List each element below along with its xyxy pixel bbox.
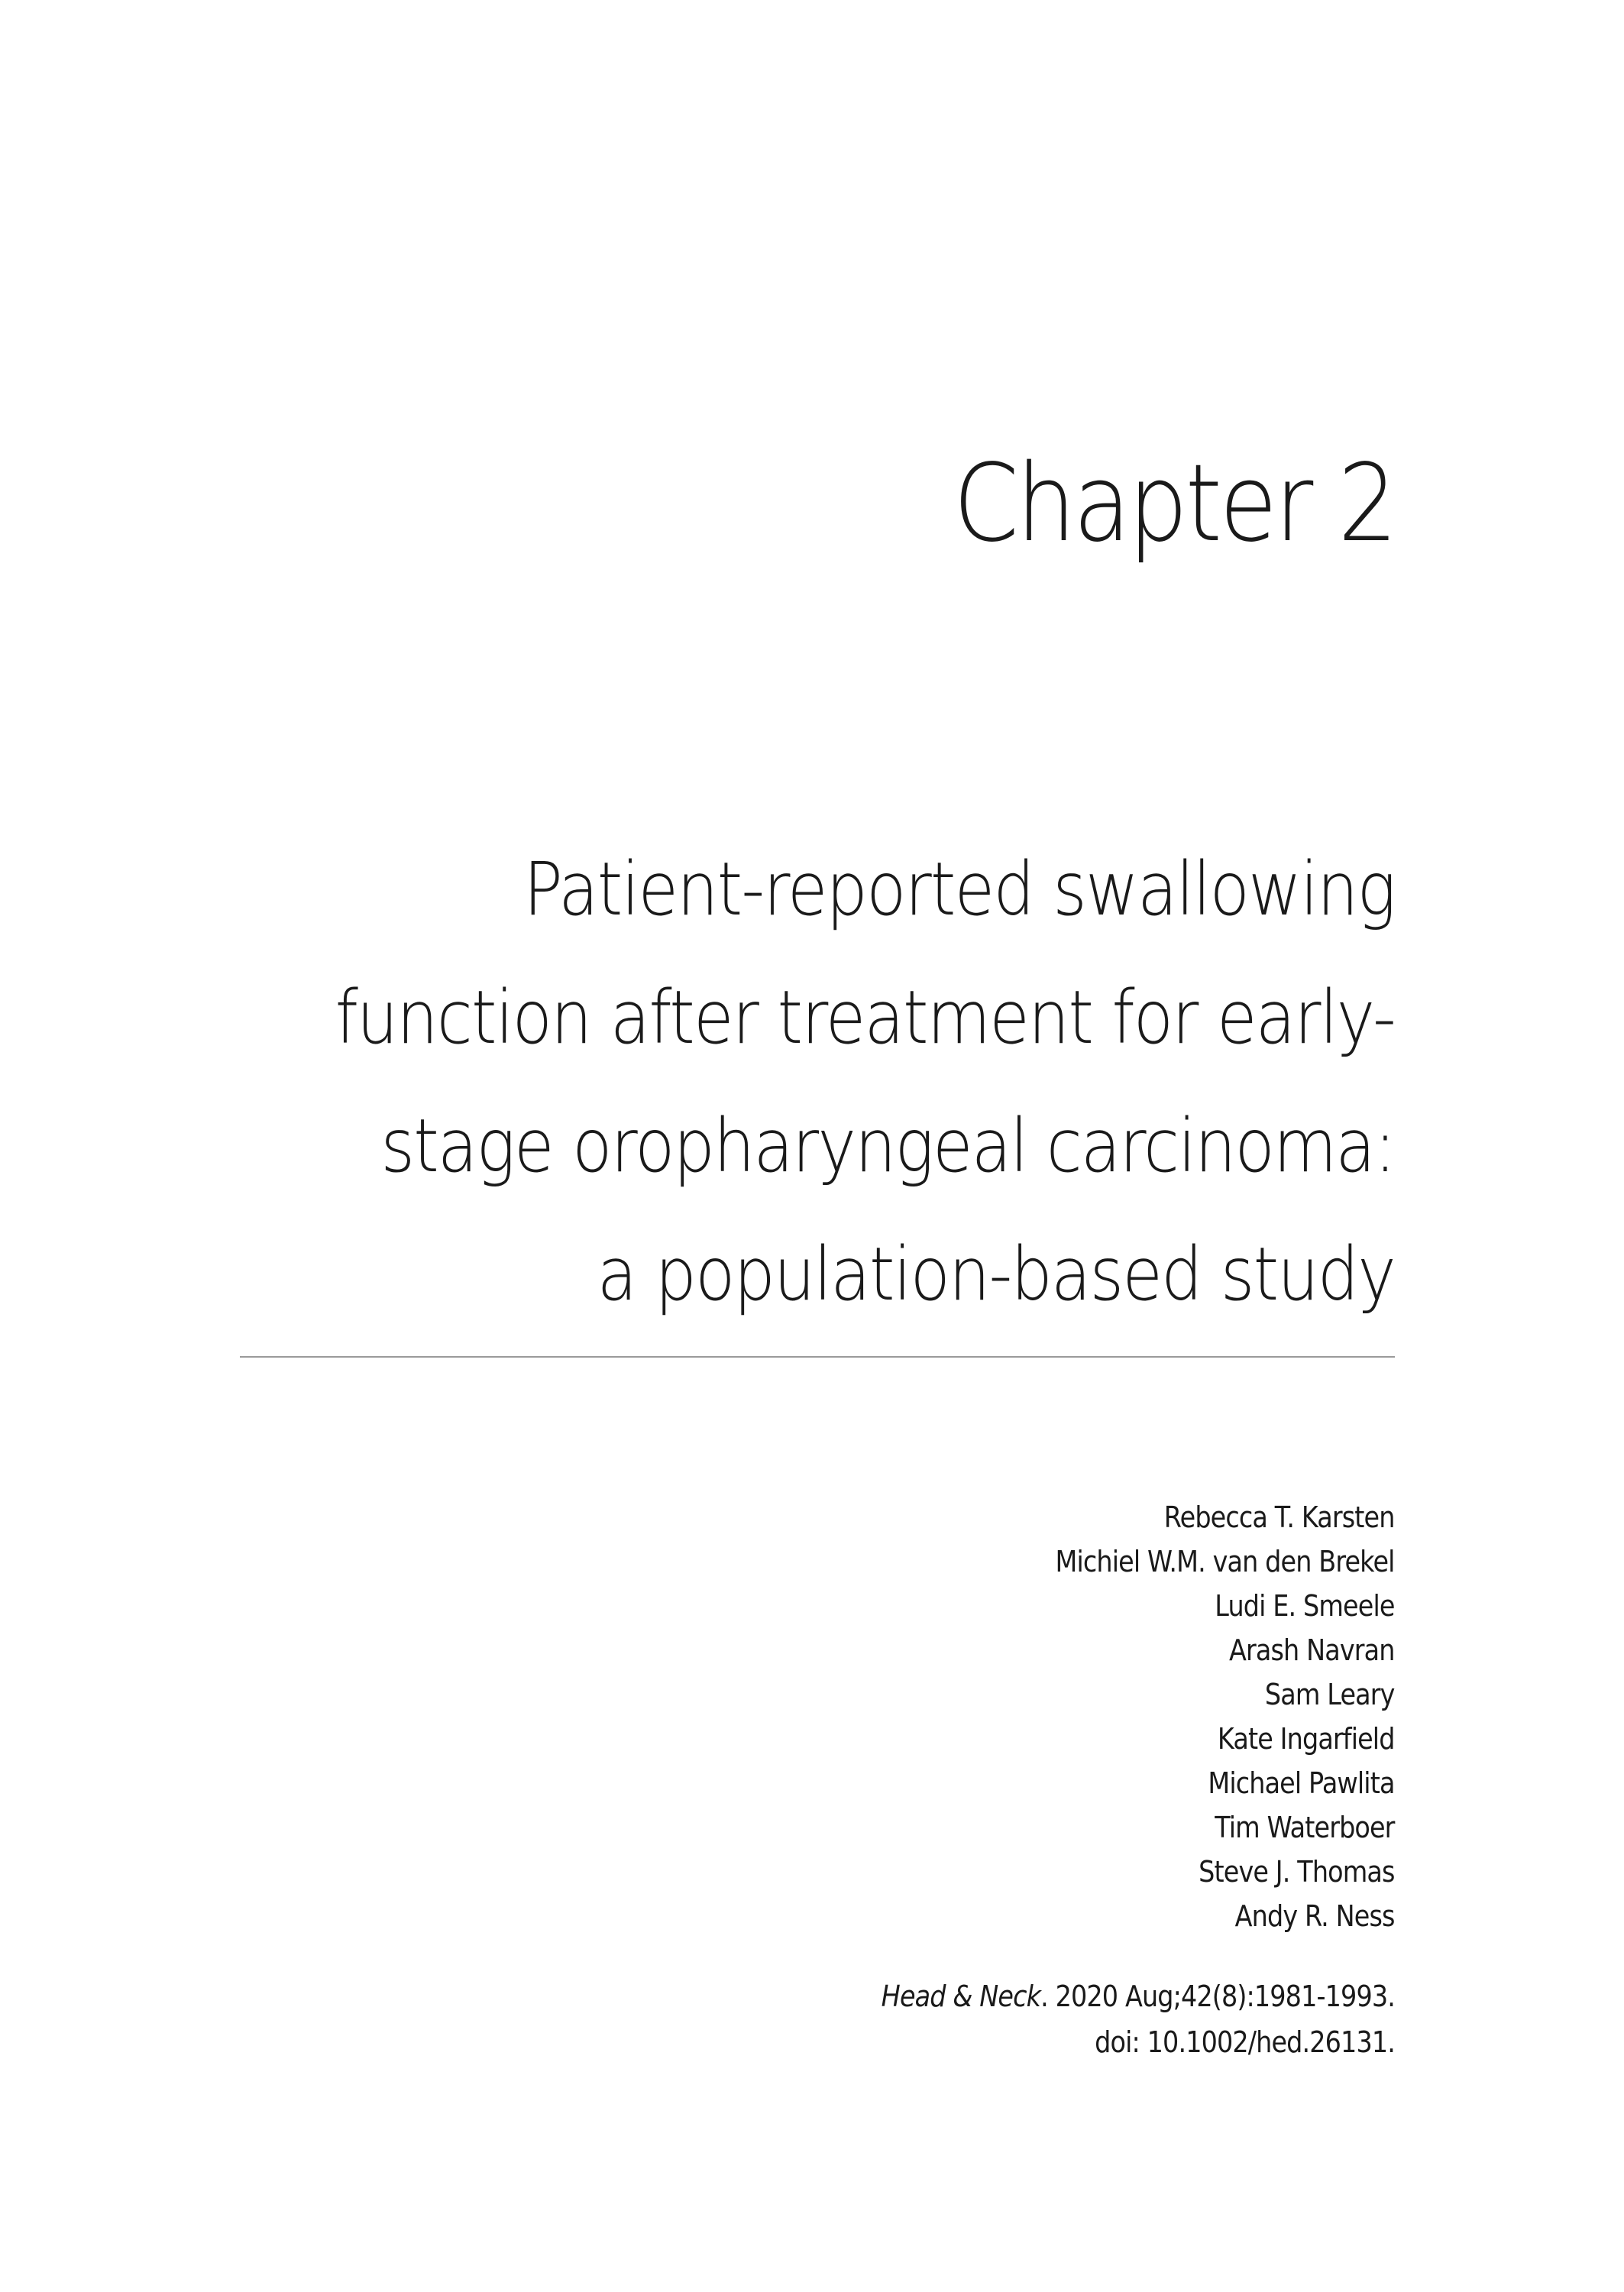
title-line: a population-based study <box>597 1232 1395 1317</box>
title-line: Patient-reported swallowing <box>523 847 1395 932</box>
citation <box>811 1973 1395 2065</box>
author-name: Kate Ingarfield <box>1218 1722 1395 1756</box>
chapter-heading: Chapter 2 <box>953 442 1395 566</box>
title-line: stage oropharyngeal carcinoma: <box>380 1103 1395 1189</box>
author-name: Sam Leary <box>1265 1678 1395 1711</box>
author-name: Ludi E. Smeele <box>1215 1589 1395 1623</box>
citation-doi: doi: 10.1002/hed.26131. <box>1095 2025 1395 2059</box>
citation-reference <box>882 1973 1395 2019</box>
author-name: Tim Waterboer <box>1215 1811 1395 1844</box>
journal-name: Head & Neck <box>881 1980 1041 2013</box>
author-name: Andy R. Ness <box>1235 1899 1395 1933</box>
author-name: Arash Navran <box>1229 1633 1395 1667</box>
author-name: Steve J. Thomas <box>1199 1855 1395 1889</box>
title-divider <box>240 1356 1395 1358</box>
author-list <box>1009 1495 1395 1938</box>
author-name: Michiel W.M. van den Brekel <box>1055 1545 1395 1578</box>
title-line: function after treatment for early- <box>335 975 1396 1060</box>
author-name: Michael Pawlita <box>1208 1766 1395 1800</box>
citation-details: . 2020 Aug;42(8):1981-1993. <box>1040 1980 1395 2013</box>
article-title <box>96 825 1395 1339</box>
author-name: Rebecca T. Karsten <box>1164 1500 1395 1534</box>
